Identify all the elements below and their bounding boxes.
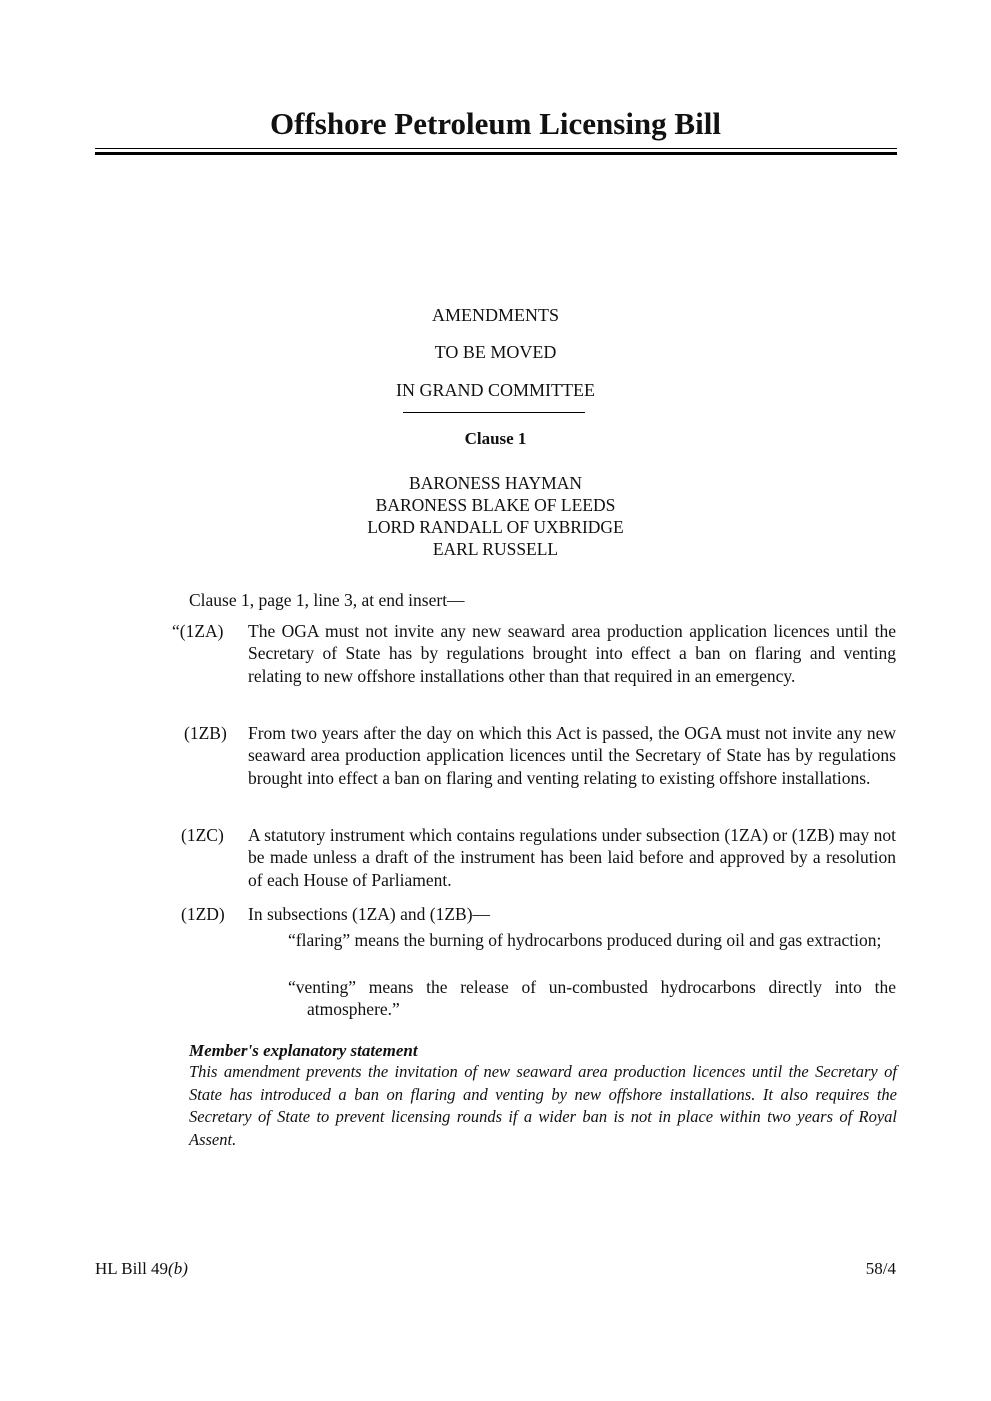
statement-heading: Member's explanatory statement xyxy=(189,1041,418,1060)
definition-flaring: “flaring” means the burning of hydrocarbons produced during oil and gas extraction; xyxy=(288,930,882,950)
subsection-label: “(1ZA) xyxy=(172,621,224,641)
subsection-label: (1ZC) xyxy=(181,825,224,845)
heading-to-be-moved: TO BE MOVED xyxy=(434,342,557,362)
amendment-instruction: Clause 1, page 1, line 3, at end insert— xyxy=(189,590,465,610)
subsection-label: (1ZD) xyxy=(181,904,225,924)
member-name: LORD RANDALL OF UXBRIDGE xyxy=(367,517,624,537)
heading-rule xyxy=(403,412,585,413)
subsection-text: From two years after the day on which this Act is passed, the OGA must not invite any new seaward area production application licences until the Secretary of State has by regulations brought into effect a ban on flaring and venting relating to existing offshore installations. xyxy=(248,723,896,788)
member-name: BARONESS HAYMAN xyxy=(409,473,582,493)
bill-number xyxy=(95,1259,188,1279)
title-rule-thick xyxy=(95,152,897,155)
subsection-label: (1ZB) xyxy=(184,723,227,743)
document-title: Offshore Petroleum Licensing Bill xyxy=(270,106,721,141)
page-reference: 58/4 xyxy=(865,1259,896,1278)
subsection-text: A statutory instrument which contains regulations under subsection (1ZA) or (1ZB) may not be made unless a draft of the instrument has been laid before and approved by a resolution of each House of Parliament. xyxy=(248,825,896,890)
member-name: EARL RUSSELL xyxy=(432,539,559,559)
bill-prefix: HL Bill 49 xyxy=(95,1259,169,1278)
subsection-text: In subsections (1ZA) and (1ZB)— xyxy=(248,904,491,924)
heading-grand-committee: IN GRAND COMMITTEE xyxy=(396,380,595,400)
bill-suffix: (b) xyxy=(168,1259,188,1278)
member-names xyxy=(0,472,991,560)
clause-heading: Clause 1 xyxy=(464,429,527,448)
definition-venting: “venting” means the release of un-combusted hydrocarbons directly into the atmosphere.” xyxy=(288,977,896,1020)
heading-amendments: AMENDMENTS xyxy=(431,305,559,325)
member-name: BARONESS BLAKE OF LEEDS xyxy=(375,495,616,515)
statement-text: This amendment prevents the invitation of new seaward area production licences until the Secretary of State has introduced a ban on flaring and venting by new offshore installations. It also requires the Secretary of State to prevent licensing rounds if a wider ban is not in place within two years of Royal Assent. xyxy=(189,1062,897,1149)
title-rule-thin xyxy=(95,148,897,149)
subsection-text: The OGA must not invite any new seaward area production application licences until the Secretary of State has by regulations brought into effect a ban on flaring and venting relating to new offshore installations other than that required in an emergency. xyxy=(248,621,896,686)
